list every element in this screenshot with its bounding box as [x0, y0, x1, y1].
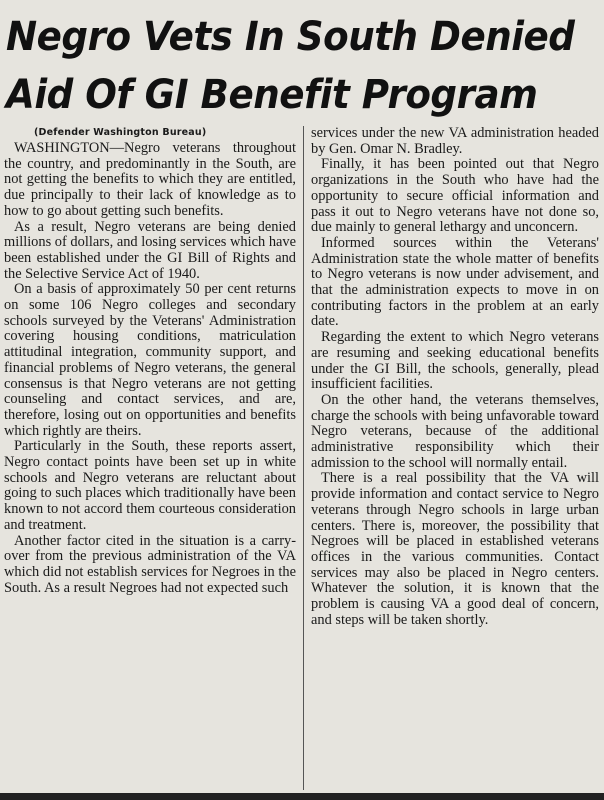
- headline-line-1: Negro Vets In South Denied: [6, 14, 575, 60]
- article-paragraph: On the other hand, the veterans themselves, charge the schools with being unfavorable toward Negro veterans, because of the additional administrative responsibility which their admission to the school will normally entail.: [311, 391, 599, 471]
- column-divider: [303, 126, 304, 790]
- article-paragraph: Finally, it has been pointed out that Negro organizations in the South who have had the opportunity to secure official information and pass it out to Negro veterans have not done so, due mainly to general lethargy and unconcern.: [311, 156, 599, 236]
- article-paragraph: On a basis of approximately 50 per cent returns on some 106 Negro colleges and secondary schools surveyed by the Veterans' Administration covering housing conditions, matriculation attitudinal integration, community support, and financial problems of Negro veterans, the general consensus is that Negro veterans are not getting counseling and contact services, and are, therefore, losing out on opportunities and benefits which rightly are theirs.: [4, 281, 296, 439]
- bottom-border: [0, 793, 604, 800]
- article-paragraph: services under the new VA administration headed by Gen. Omar N. Bradley.: [311, 125, 599, 157]
- article-paragraph: Another factor cited in the situation is a carry-over from the previous administration of the VA which did not establish services for Negroes in the South. As a result Negroes had not expected such: [4, 532, 296, 596]
- headline-line-2: Aid Of GI Benefit Program: [6, 72, 538, 118]
- headline: [6, 8, 575, 124]
- byline: (Defender Washington Bureau): [34, 127, 207, 138]
- article-paragraph: Particularly in the South, these reports assert, Negro contact points have been set up in white schools and Negro veterans are reluctant about going to such places which traditionally have been known to not accord them courteous consideration and treatment.: [4, 438, 296, 533]
- article-paragraph: Regarding the extent to which Negro veterans are resuming and seeking educational benefits under the GI Bill, the schools, generally, plead insufficient facilities.: [311, 329, 599, 393]
- article-column-right: [311, 126, 599, 629]
- article-paragraph: WASHINGTON—Negro veterans throughout the country, and predominantly in the South, are not getting the benefits to which they are entitled, due principally to their lack of knowledge as to how to go about getting such benefits.: [4, 140, 296, 219]
- article-column-left: [4, 126, 296, 596]
- article-paragraph: Informed sources within the Veterans' Administration state the whole matter of benefits to Negro veterans is now under advisement, and that the administration expects to move in on contributing factors in the problem at an early date.: [311, 234, 599, 330]
- article-paragraph: As a result, Negro veterans are being denied millions of dollars, and losing services which have been established under the GI Bill of Rights and the Selective Service Act of 1940.: [4, 218, 296, 282]
- article-paragraph: There is a real possibility that the VA will provide information and contact service to Negro veterans through Negro schools in large urban centers. There is, moreover, the possibility that Negroes will be placed in established veterans offices in the various communities. Contact services may also be placed in Negro centers. Whatever the solution, it is known that the problem is causing VA a good deal of concern, and steps will be taken shortly.: [311, 470, 599, 628]
